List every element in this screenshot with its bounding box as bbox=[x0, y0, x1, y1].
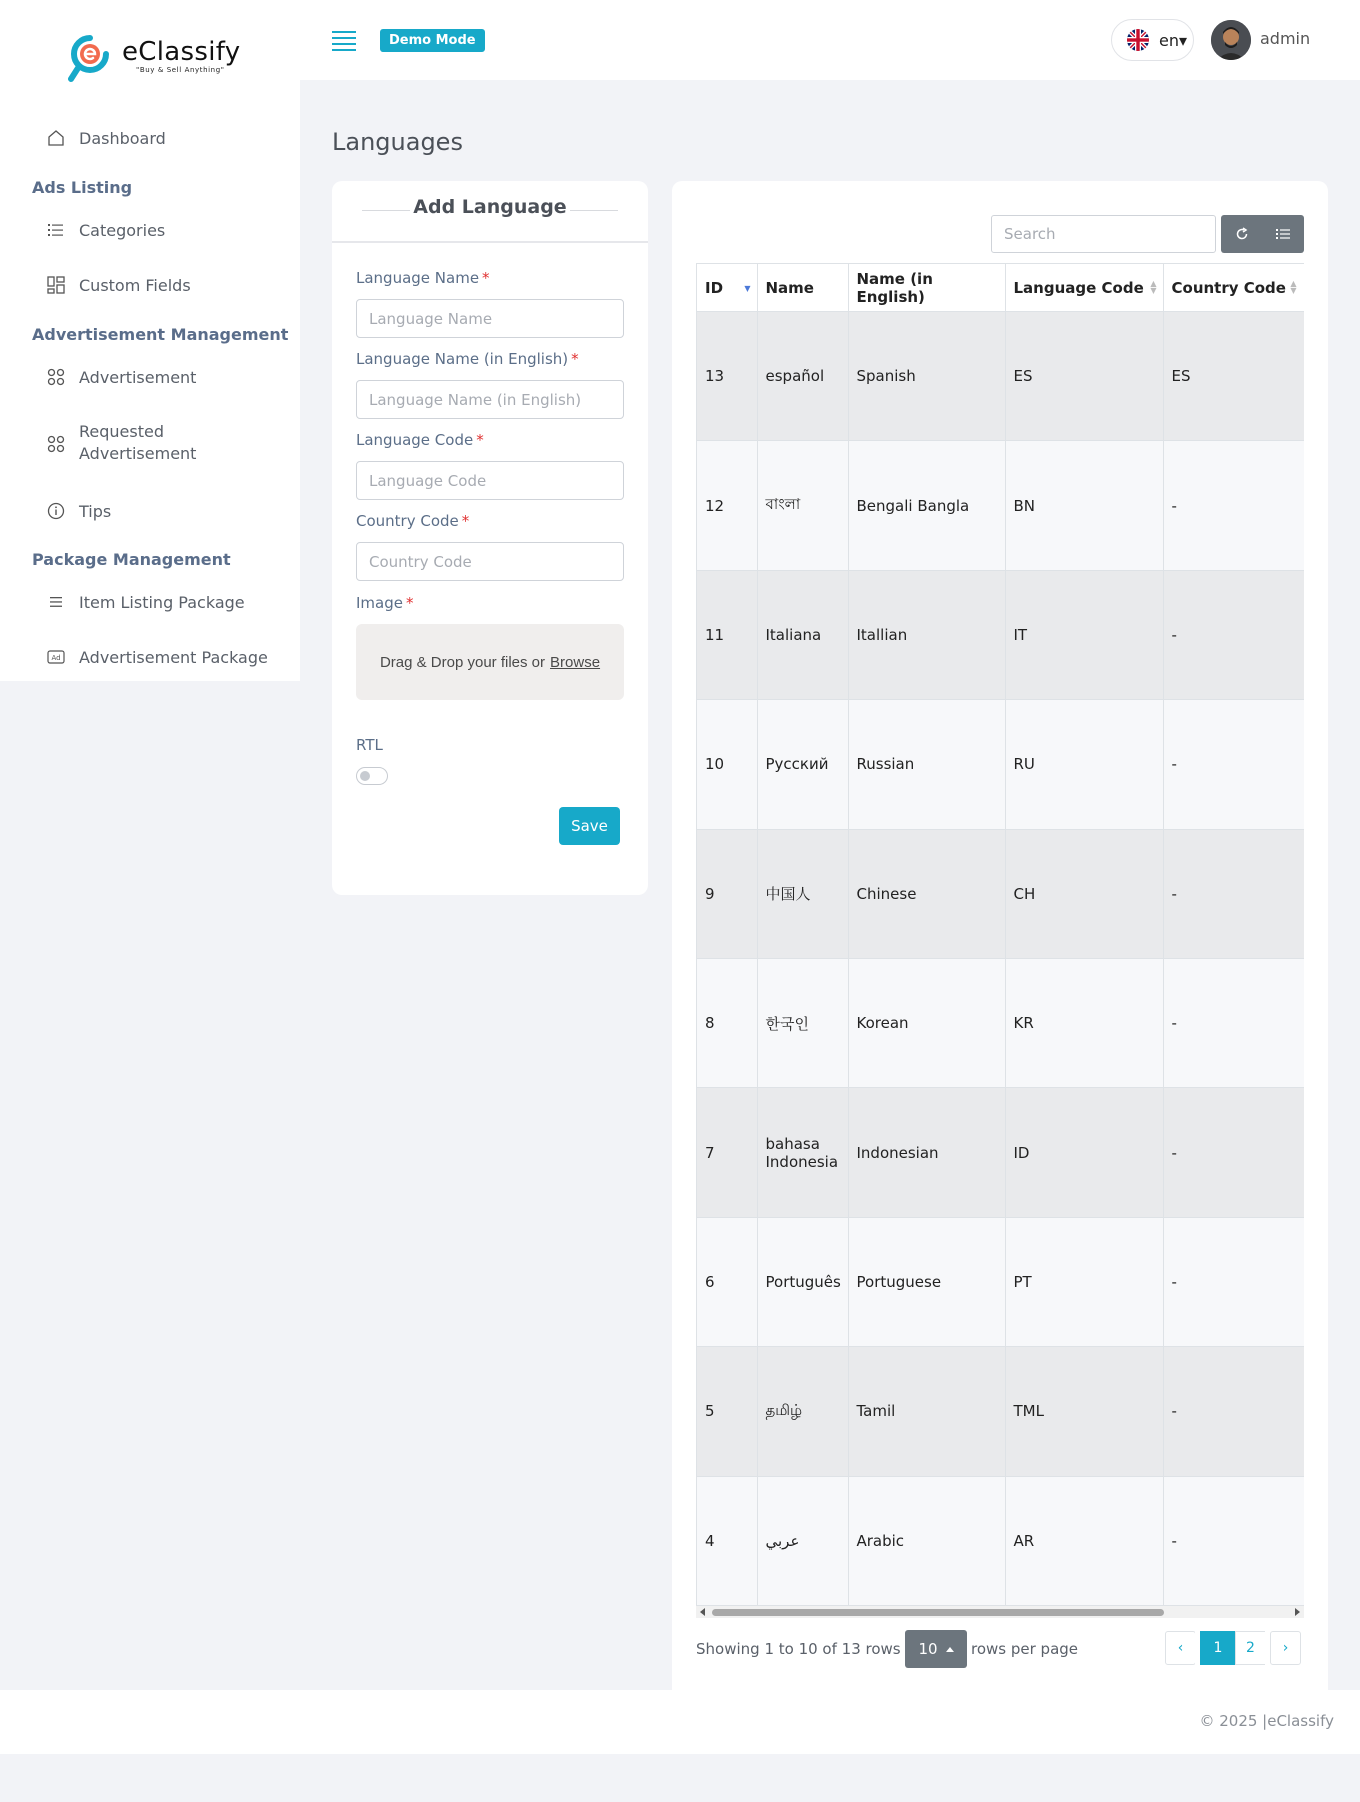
cell-id: 7 bbox=[697, 1088, 757, 1217]
sidebar-item-advertisement-package[interactable] bbox=[45, 646, 295, 668]
sidebar-section-adv-management: Advertisement Management bbox=[32, 325, 289, 344]
table-row[interactable] bbox=[697, 1088, 1304, 1217]
info-icon bbox=[45, 500, 67, 522]
cell-country-code: - bbox=[1163, 829, 1304, 958]
cell-name: Português bbox=[757, 1217, 848, 1346]
required-mark: * bbox=[476, 431, 484, 449]
rows-per-page-label: rows per page bbox=[971, 1640, 1079, 1658]
cell-name-english: Tamil bbox=[848, 1347, 1005, 1476]
cell-name: Italiana bbox=[757, 570, 848, 699]
label-line-1: Requested bbox=[79, 422, 164, 441]
rtl-toggle[interactable] bbox=[356, 767, 388, 785]
sidebar-item-label: Advertisement Package bbox=[79, 647, 268, 667]
cell-language-code: AR bbox=[1005, 1476, 1163, 1605]
user-name[interactable]: admin bbox=[1260, 29, 1311, 48]
toggle-knob bbox=[360, 771, 370, 781]
cell-name: español bbox=[757, 312, 848, 441]
footer bbox=[0, 1690, 1360, 1754]
cell-id: 9 bbox=[697, 829, 757, 958]
cell-id: 11 bbox=[697, 570, 757, 699]
sidebar-item-label: Categories bbox=[79, 220, 166, 240]
label-text: Language Code bbox=[356, 431, 474, 449]
cell-name: Русский bbox=[757, 700, 848, 829]
table-row[interactable] bbox=[697, 570, 1304, 699]
sidebar-item-label: Item Listing Package bbox=[79, 592, 245, 612]
label-text: Image bbox=[356, 594, 403, 612]
scrollbar-thumb[interactable] bbox=[712, 1609, 1164, 1616]
cell-name-english: Russian bbox=[848, 700, 1005, 829]
cell-language-code: PT bbox=[1005, 1217, 1163, 1346]
card-title: Add Language bbox=[413, 196, 567, 218]
language-name-english-input[interactable] bbox=[356, 380, 624, 419]
cell-id: 4 bbox=[697, 1476, 757, 1605]
caret-up-icon bbox=[946, 1647, 954, 1652]
cell-name: 한국인 bbox=[757, 958, 848, 1087]
columns-list-icon[interactable] bbox=[1263, 215, 1305, 253]
cell-country-code: ES bbox=[1163, 312, 1304, 441]
scroll-right-arrow-icon[interactable] bbox=[1295, 1608, 1300, 1616]
cell-language-code: ID bbox=[1005, 1088, 1163, 1217]
horizontal-scrollbar[interactable] bbox=[696, 1606, 1304, 1618]
cell-id: 8 bbox=[697, 958, 757, 1087]
image-label bbox=[356, 594, 413, 612]
cell-name-english: Arabic bbox=[848, 1476, 1005, 1605]
header-label: Country Code bbox=[1171, 278, 1286, 297]
cell-id: 6 bbox=[697, 1217, 757, 1346]
label-line-2: Advertisement bbox=[79, 444, 197, 463]
cell-country-code: - bbox=[1163, 441, 1304, 570]
label-text: Country Code bbox=[356, 512, 459, 530]
hamburger-menu-icon[interactable] bbox=[332, 31, 356, 49]
header-label: Name (in English) bbox=[856, 269, 933, 306]
languages-table-card bbox=[672, 181, 1328, 1690]
cell-language-code: TML bbox=[1005, 1347, 1163, 1476]
cell-language-code: CH bbox=[1005, 829, 1163, 958]
language-name-input[interactable] bbox=[356, 299, 624, 338]
country-code-label bbox=[356, 512, 469, 530]
avatar-image bbox=[1211, 20, 1251, 60]
svg-text:Ad: Ad bbox=[51, 654, 61, 662]
languages-table bbox=[697, 263, 1304, 1606]
sidebar-item-categories[interactable] bbox=[45, 219, 295, 241]
table-row[interactable] bbox=[697, 1217, 1304, 1346]
column-header-name-english[interactable] bbox=[848, 264, 1005, 312]
uk-flag-icon bbox=[1127, 29, 1149, 51]
required-mark: * bbox=[461, 512, 470, 530]
cell-name-english: Chinese bbox=[848, 829, 1005, 958]
cell-id: 13 bbox=[697, 312, 757, 441]
user-avatar[interactable] bbox=[1211, 20, 1251, 60]
sidebar-item-requested-advertisement[interactable] bbox=[45, 421, 295, 465]
language-name-label bbox=[356, 269, 490, 287]
country-code-input[interactable] bbox=[356, 542, 624, 581]
refresh-icon[interactable] bbox=[1221, 215, 1263, 253]
add-language-card bbox=[332, 181, 648, 895]
top-bar bbox=[300, 0, 1360, 80]
sidebar-item-label: Advertisement bbox=[79, 367, 197, 387]
table-header-row bbox=[697, 264, 1304, 312]
brand-name: eClassify bbox=[122, 37, 241, 67]
cell-name: عربي bbox=[757, 1476, 848, 1605]
header-label: Language Code bbox=[1013, 278, 1144, 297]
sort-icon: ▲ ▼ bbox=[1150, 279, 1157, 295]
cell-country-code: - bbox=[1163, 1217, 1304, 1346]
copyright-text: © 2025 |eClassify bbox=[1199, 1712, 1334, 1730]
sidebar-section-ads-listing: Ads Listing bbox=[32, 178, 133, 197]
cell-language-code: KR bbox=[1005, 958, 1163, 1087]
table-row[interactable] bbox=[697, 700, 1304, 829]
brand-logo[interactable] bbox=[68, 32, 258, 84]
table-row[interactable] bbox=[697, 312, 1304, 441]
column-header-language-code[interactable] bbox=[1005, 264, 1163, 312]
table-row[interactable] bbox=[697, 958, 1304, 1087]
column-header-id[interactable] bbox=[697, 264, 757, 312]
home-icon bbox=[45, 127, 67, 149]
menu-lines-icon bbox=[45, 591, 67, 613]
page-2-button[interactable]: 2 bbox=[1235, 1631, 1266, 1665]
sort-desc-icon: ▼ bbox=[744, 284, 751, 293]
sidebar-item-dashboard[interactable] bbox=[45, 127, 295, 149]
prev-page-button[interactable]: ‹ bbox=[1165, 1631, 1196, 1665]
page-size-dropdown[interactable] bbox=[905, 1630, 967, 1668]
page-1-button[interactable]: 1 bbox=[1200, 1631, 1236, 1665]
image-dropzone[interactable] bbox=[356, 624, 624, 700]
pagination bbox=[1166, 1631, 1301, 1665]
page-size-value: 10 bbox=[918, 1640, 938, 1658]
table-toolbar bbox=[1221, 215, 1304, 253]
ad-icon bbox=[45, 646, 67, 668]
language-selector[interactable] bbox=[1111, 19, 1194, 61]
search-input[interactable] bbox=[991, 215, 1216, 253]
dropzone-text: Drag & Drop your files or bbox=[379, 653, 546, 671]
required-mark: * bbox=[405, 594, 414, 612]
language-code-input[interactable] bbox=[356, 461, 624, 500]
cell-name-english: Spanish bbox=[848, 312, 1005, 441]
required-mark: * bbox=[482, 269, 490, 287]
header-label: ID bbox=[705, 278, 724, 297]
sidebar-item-label: Dashboard bbox=[79, 128, 166, 148]
column-header-name[interactable] bbox=[757, 264, 848, 312]
circles-icon bbox=[45, 433, 67, 455]
cell-name: தமிழ் bbox=[757, 1347, 848, 1476]
sidebar-item-label: Custom Fields bbox=[79, 275, 191, 295]
card-header bbox=[332, 181, 648, 243]
save-button[interactable]: Save bbox=[559, 807, 620, 845]
cell-name-english: Korean bbox=[848, 958, 1005, 1087]
divider bbox=[570, 210, 618, 211]
layout-grid-icon bbox=[45, 274, 67, 296]
scroll-left-arrow-icon[interactable] bbox=[700, 1608, 705, 1616]
table-row[interactable] bbox=[697, 1476, 1304, 1605]
list-icon bbox=[45, 219, 67, 241]
sidebar-item-label bbox=[79, 421, 196, 465]
sidebar-item-tips[interactable] bbox=[45, 500, 295, 522]
sidebar-item-label: Tips bbox=[79, 501, 112, 521]
language-code-label bbox=[356, 431, 484, 449]
circles-icon bbox=[45, 366, 67, 388]
header-label: Name bbox=[765, 278, 814, 297]
cell-country-code: - bbox=[1163, 700, 1304, 829]
demo-mode-badge: Demo Mode bbox=[380, 29, 485, 52]
column-header-country-code[interactable] bbox=[1163, 264, 1304, 312]
cell-country-code: - bbox=[1163, 1476, 1304, 1605]
language-code: en▾ bbox=[1159, 30, 1188, 50]
next-page-button[interactable]: › bbox=[1270, 1631, 1301, 1665]
browse-link[interactable]: Browse bbox=[550, 653, 601, 671]
brand-tagline: "Buy & Sell Anything" bbox=[136, 66, 225, 74]
cell-country-code: - bbox=[1163, 570, 1304, 699]
cell-language-code: BN bbox=[1005, 441, 1163, 570]
cell-name: বাংলা bbox=[757, 441, 848, 570]
pagination-info: Showing 1 to 10 of 13 rows bbox=[696, 1640, 901, 1658]
cell-name: 中国人 bbox=[757, 829, 848, 958]
cell-country-code: - bbox=[1163, 1088, 1304, 1217]
rtl-label: RTL bbox=[356, 736, 383, 754]
cell-id: 5 bbox=[697, 1347, 757, 1476]
sidebar-item-item-listing-package[interactable] bbox=[45, 591, 295, 613]
language-name-english-label bbox=[356, 350, 579, 368]
table-row[interactable] bbox=[697, 441, 1304, 570]
table-scroll-area[interactable] bbox=[696, 263, 1304, 1609]
sort-icon: ▲ ▼ bbox=[1290, 279, 1297, 295]
sidebar-item-advertisement[interactable] bbox=[45, 366, 295, 388]
cell-language-code: IT bbox=[1005, 570, 1163, 699]
cell-id: 10 bbox=[697, 700, 757, 829]
cell-country-code: - bbox=[1163, 958, 1304, 1087]
sidebar bbox=[0, 0, 300, 681]
cell-name-english: Portuguese bbox=[848, 1217, 1005, 1346]
label-text: Language Name bbox=[356, 269, 480, 287]
table-row[interactable] bbox=[697, 829, 1304, 958]
cell-country-code: - bbox=[1163, 1347, 1304, 1476]
table-row[interactable] bbox=[697, 1347, 1304, 1476]
page-title: Languages bbox=[332, 128, 463, 156]
sidebar-section-package-management: Package Management bbox=[32, 550, 231, 569]
cell-name-english: Indonesian bbox=[848, 1088, 1005, 1217]
cell-language-code: ES bbox=[1005, 312, 1163, 441]
cell-language-code: RU bbox=[1005, 700, 1163, 829]
cell-name-english: Bengali Bangla bbox=[848, 441, 1005, 570]
sidebar-item-custom-fields[interactable] bbox=[45, 274, 295, 296]
logo-icon bbox=[68, 32, 112, 84]
cell-id: 12 bbox=[697, 441, 757, 570]
cell-name: bahasa Indonesia bbox=[757, 1088, 848, 1217]
label-text: Language Name (in English) bbox=[356, 350, 569, 368]
required-mark: * bbox=[571, 350, 579, 368]
cell-name-english: Itallian bbox=[848, 570, 1005, 699]
